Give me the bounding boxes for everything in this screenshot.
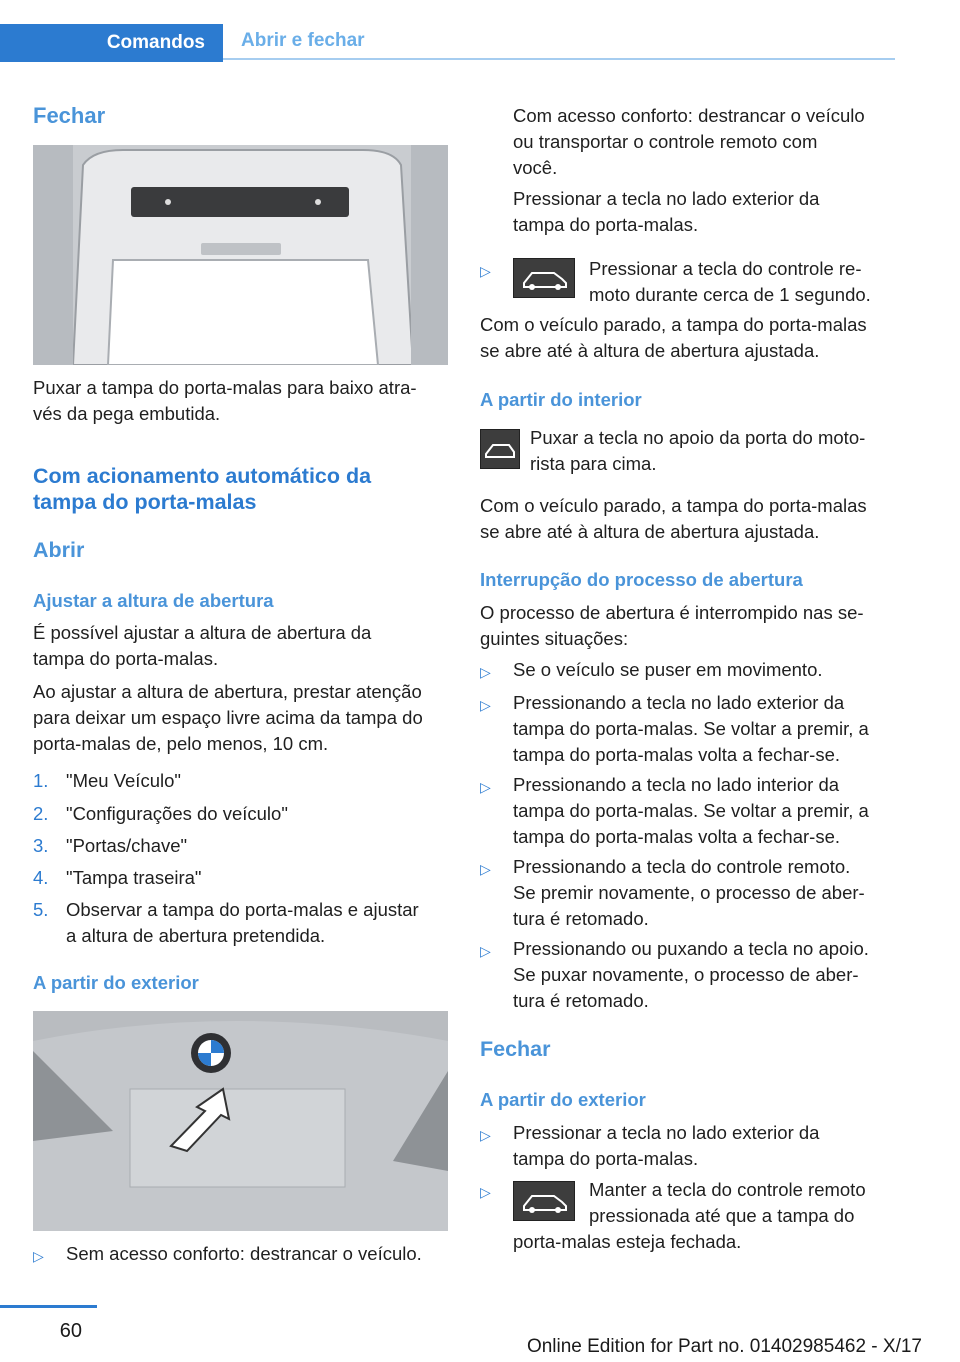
bullet-triangle-icon: ▷: [480, 943, 491, 959]
p-interior: [480, 425, 895, 479]
interrupt-bullets: [480, 657, 900, 1017]
bullet-manter-line3: porta-malas esteja fechada.: [513, 1231, 742, 1252]
bullet-triangle-icon: ▷: [480, 779, 491, 795]
trunk-release-icon: [480, 429, 520, 469]
bullet-text-line1: Pressionando a tecla no lado exterior da: [513, 692, 845, 713]
bullet-text: Sem acesso conforto: destrancar o veículo.: [66, 1243, 422, 1264]
header-tabs: [0, 24, 895, 62]
bullet-manter-line2: pressionada até que a tampa do: [589, 1205, 855, 1226]
p-pressionar: [513, 186, 903, 238]
heading-exterior-left: A partir do exterior: [33, 972, 199, 993]
heading-interrupcao: Interrupção do processo de abertura: [480, 569, 803, 590]
tab-abrir-e-fechar[interactable]: Abrir e fechar: [223, 24, 895, 60]
bullet-triangle-icon: ▷: [480, 1127, 491, 1143]
p-puxar: [33, 375, 448, 427]
bullet-text-line3: tampa do porta-malas volta a fechar-se.: [513, 826, 840, 847]
p-com-line3: você.: [513, 157, 558, 178]
p-processo-line1: O processo de abertura é interrompido nas se-: [480, 602, 864, 623]
step-number: 4.: [33, 867, 49, 888]
page-number: 60: [59, 1320, 82, 1342]
rear-car-image: [33, 1011, 448, 1231]
bullet-triangle-icon: ▷: [33, 1248, 44, 1264]
bullet-manter-line1: Manter a tecla do controle remoto: [589, 1179, 866, 1200]
p-parado2-line2: se abre até à altura de abertura ajustada.: [480, 521, 820, 542]
bullet-remote-line1: Pressionar a tecla do controle re-: [589, 258, 862, 279]
bullet-text-line3: tampa do porta-malas volta a fechar-se.: [513, 744, 840, 765]
bullet-text-line2: tampa do porta-malas.: [513, 1148, 699, 1169]
bullet-triangle-icon: ▷: [480, 697, 491, 713]
footer-accent-line: [0, 1305, 97, 1308]
p-interior-line1: Puxar a tecla no apoio da porta do moto-: [530, 427, 866, 448]
bullet-remote-line2: moto durante cerca de 1 segundo.: [589, 284, 871, 305]
step-number: 2.: [33, 803, 49, 824]
p-possivel-line1: É possível ajustar a altura de abertura da: [33, 622, 372, 643]
heading-fechar: Fechar: [33, 103, 106, 128]
bullet-text-line2: tampa do porta-malas. Se voltar a premir, a: [513, 718, 869, 739]
step-text: "Tampa traseira": [66, 867, 202, 888]
p-puxar-line1: Puxar a tampa do porta-malas para baixo atra-: [33, 377, 417, 398]
bullet-triangle-icon: ▷: [480, 1184, 491, 1200]
p-parado2-line1: Com o veículo parado, a tampa do porta-malas: [480, 495, 867, 516]
bullet-text-line3: tura é retomado.: [513, 990, 649, 1011]
steps-list: [33, 768, 448, 948]
footer-edition: Online Edition for Part no. 01402985462 - X/17: [526, 1336, 922, 1357]
p-possivel: [33, 620, 448, 672]
car-trunk-icon: [513, 1181, 575, 1221]
bullet-fechar-exterior: [480, 1120, 900, 1172]
heading-acionamento-line1: Com acionamento automático da: [33, 464, 372, 488]
rear-car-illustration: [33, 1011, 448, 1231]
bullet-text-line1: Pressionando a tecla do controle remoto.: [513, 856, 851, 877]
p-press-line2: tampa do porta-malas.: [513, 214, 699, 235]
heading-fechar-right: Fechar: [480, 1037, 551, 1061]
p-processo: [480, 600, 900, 652]
p-com-line2: ou transportar o controle remoto com: [513, 131, 818, 152]
heading-acionamento: [33, 463, 371, 515]
trunk-lid-image: [33, 145, 448, 365]
heading-exterior-right: A partir do exterior: [480, 1089, 646, 1110]
p-ao-line3: porta-malas de, pelo menos, 10 cm.: [33, 733, 329, 754]
bullet-text: Se o veículo se puser em movimento.: [513, 659, 823, 680]
step-number: 3.: [33, 835, 49, 856]
p-com-acesso: [513, 103, 903, 181]
bullet-text-line1: Pressionar a tecla no lado exterior da: [513, 1122, 820, 1143]
trunk-release-icon-svg: [481, 430, 519, 468]
p-ao-line2: para deixar um espaço livre acima da tampa do: [33, 707, 423, 728]
p-parado-2: [480, 493, 900, 545]
bullet-text-line2: tampa do porta-malas. Se voltar a premir, a: [513, 800, 869, 821]
bullet-triangle-icon: ▷: [480, 861, 491, 877]
bullet-triangle-icon: ▷: [480, 664, 491, 680]
bullet-text-line2: Se puxar novamente, o processo de aber-: [513, 964, 859, 985]
car-trunk-icon: [513, 258, 575, 298]
p-ao-ajustar: [33, 679, 453, 757]
p-interior-line2: rista para cima.: [530, 453, 657, 474]
bullet-text-line1: Pressionando ou puxando a tecla no apoio.: [513, 938, 869, 959]
p-ao-line1: Ao ajustar a altura de abertura, prestar atenção: [33, 681, 422, 702]
tab-comandos[interactable]: Comandos: [0, 24, 223, 62]
step-text: "Portas/chave": [66, 835, 188, 856]
heading-abrir: Abrir: [33, 538, 85, 562]
car-trunk-icon-svg: [514, 259, 574, 297]
car-trunk-icon-svg: [514, 1182, 574, 1220]
bullet-triangle-icon: ▷: [480, 263, 491, 279]
p-press-line1: Pressionar a tecla no lado exterior da: [513, 188, 820, 209]
step-number: 5.: [33, 899, 49, 920]
p-parado-1: [480, 312, 900, 364]
p-parado-line2: se abre até à altura de abertura ajustada.: [480, 340, 820, 361]
step-text-cont: a altura de abertura pretendida.: [66, 925, 326, 946]
bullet-text-line1: Pressionando a tecla no lado interior da: [513, 774, 840, 795]
bullet-remote: [480, 256, 895, 316]
p-parado-line1: Com o veículo parado, a tampa do porta-malas: [480, 314, 867, 335]
p-puxar-line2: vés da pega embutida.: [33, 403, 221, 424]
p-com-line1: Com acesso conforto: destrancar o veículo: [513, 105, 865, 126]
bullet-text-line2: Se premir novamente, o processo de aber-: [513, 882, 865, 903]
trunk-lid-illustration: [33, 145, 448, 365]
step-text: Observar a tampa do porta-malas e ajustar: [66, 899, 419, 920]
bullet-text-line3: tura é retomado.: [513, 908, 649, 929]
bullet-manter: [480, 1177, 900, 1257]
p-possivel-line2: tampa do porta-malas.: [33, 648, 219, 669]
heading-acionamento-line2: tampa do porta-malas: [33, 490, 257, 514]
p-processo-line2: guintes situações:: [480, 628, 629, 649]
heading-interior: A partir do interior: [480, 389, 642, 410]
step-text: "Meu Veículo": [66, 770, 181, 791]
step-number: 1.: [33, 770, 49, 791]
step-text: "Configurações do veículo": [66, 803, 288, 824]
heading-ajustar: Ajustar a altura de abertura: [33, 590, 274, 611]
